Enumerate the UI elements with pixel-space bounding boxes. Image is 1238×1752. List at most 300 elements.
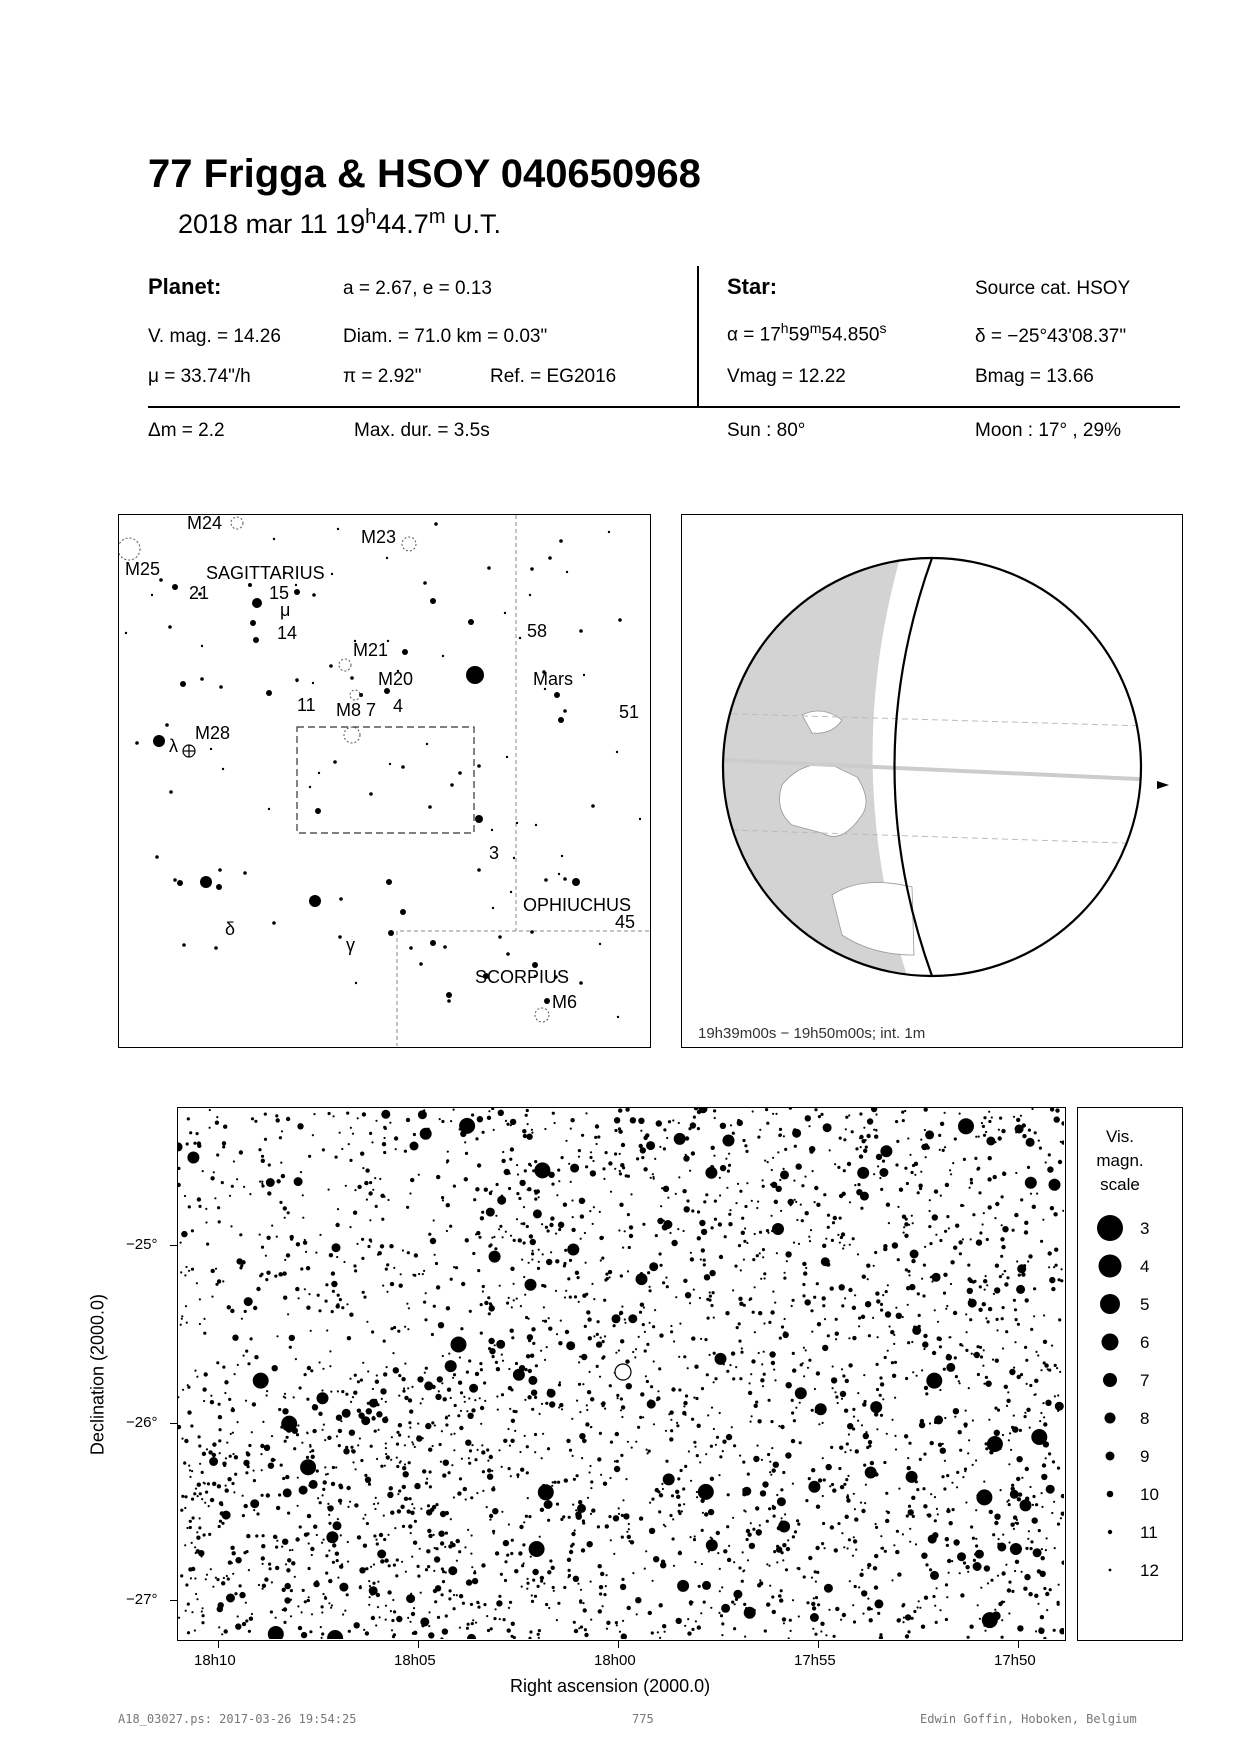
field-star [634, 1356, 636, 1358]
field-star [586, 1310, 590, 1314]
field-star [310, 1369, 313, 1372]
field-star [465, 1238, 469, 1242]
field-star [589, 1210, 591, 1212]
field-star [362, 1362, 364, 1364]
field-star [596, 1365, 599, 1368]
field-star [427, 1529, 431, 1533]
star-alpha-h: h [780, 320, 789, 336]
field-star [782, 1617, 786, 1621]
field-star [627, 1270, 629, 1272]
field-star [322, 1368, 324, 1370]
field-star [904, 1167, 907, 1170]
field-star [985, 1376, 988, 1379]
finder-star [468, 619, 474, 625]
field-star [1013, 1415, 1015, 1417]
field-star [194, 1370, 196, 1372]
field-star [229, 1195, 231, 1197]
field-star [459, 1477, 462, 1480]
field-star [842, 1615, 844, 1617]
field-star [683, 1279, 687, 1283]
field-star [780, 1488, 783, 1491]
field-star [761, 1363, 763, 1365]
field-star [459, 1426, 463, 1430]
legend-magnitude-label: 11 [1140, 1523, 1158, 1542]
field-star [752, 1110, 754, 1112]
field-star [542, 1484, 546, 1488]
field-star [1024, 1346, 1027, 1349]
field-star [385, 1619, 387, 1621]
field-star [1040, 1412, 1042, 1414]
field-star [892, 1242, 898, 1248]
field-star [649, 1530, 652, 1533]
field-star [185, 1266, 187, 1268]
field-star [893, 1334, 895, 1336]
field-star [461, 1282, 465, 1286]
field-star [754, 1233, 756, 1235]
field-star [884, 1550, 887, 1553]
field-star [190, 1577, 192, 1579]
field-star [799, 1441, 802, 1444]
field-star [908, 1274, 910, 1276]
field-star [943, 1368, 946, 1371]
field-star [417, 1376, 423, 1382]
direction-arrow-icon [1157, 781, 1169, 789]
field-star [939, 1345, 942, 1348]
field-star [820, 1622, 824, 1626]
field-star [414, 1520, 417, 1523]
field-star [896, 1140, 899, 1143]
field-star [737, 1120, 743, 1126]
field-star [414, 1446, 416, 1448]
field-star [618, 1349, 620, 1351]
field-star [678, 1510, 681, 1513]
field-star [245, 1602, 247, 1604]
field-star [852, 1306, 856, 1310]
field-star [848, 1114, 850, 1116]
field-star [555, 1290, 557, 1292]
field-star [935, 1234, 937, 1236]
field-star [880, 1535, 882, 1537]
field-star [563, 1586, 566, 1589]
field-star [977, 1604, 979, 1606]
finder-star [563, 709, 567, 713]
field-star [776, 1545, 779, 1548]
field-star [363, 1568, 366, 1571]
finder-star [315, 808, 321, 814]
field-star [1021, 1272, 1025, 1276]
field-star [474, 1399, 476, 1401]
field-star [684, 1465, 687, 1468]
field-star [556, 1619, 558, 1621]
field-star [867, 1118, 873, 1124]
field-star [382, 1142, 386, 1146]
field-star [522, 1543, 525, 1546]
field-star [970, 1525, 973, 1528]
field-star [491, 1237, 493, 1239]
field-star [841, 1232, 845, 1236]
field-star [502, 1360, 504, 1362]
field-star [832, 1488, 836, 1492]
field-star [701, 1387, 704, 1390]
field-star [742, 1487, 751, 1496]
field-star [997, 1409, 1000, 1412]
field-star [1013, 1528, 1015, 1530]
field-star [1059, 1628, 1064, 1634]
field-star [896, 1313, 902, 1319]
field-star [581, 1457, 583, 1459]
field-star [1020, 1198, 1023, 1201]
field-star [508, 1297, 510, 1299]
field-star [198, 1526, 201, 1529]
field-star [718, 1474, 720, 1476]
field-star [535, 1364, 538, 1367]
field-star [394, 1136, 398, 1140]
field-star [811, 1468, 815, 1472]
field-star [365, 1631, 369, 1635]
field-star [914, 1162, 918, 1166]
field-star [442, 1628, 448, 1634]
field-star [749, 1382, 751, 1384]
field-star [437, 1616, 440, 1619]
field-star [876, 1154, 882, 1160]
field-star [646, 1141, 655, 1150]
field-star [924, 1246, 926, 1248]
table-divider-horizontal [148, 406, 1180, 408]
field-star [193, 1142, 196, 1145]
field-star [779, 1128, 782, 1131]
field-star [840, 1619, 842, 1621]
field-star [234, 1455, 238, 1459]
field-star [1061, 1512, 1064, 1516]
field-star [418, 1273, 420, 1275]
field-star [525, 1368, 528, 1371]
field-star [245, 1400, 247, 1402]
field-star [233, 1491, 235, 1493]
label-m6: M6 [552, 992, 578, 1012]
label-45: 45 [615, 912, 636, 932]
field-star [409, 1497, 412, 1500]
legend-title-line: magn. [1096, 1151, 1144, 1170]
field-star [380, 1388, 386, 1394]
field-star [624, 1322, 626, 1324]
field-star [714, 1200, 717, 1203]
field-star [487, 1474, 493, 1480]
field-star [1041, 1548, 1043, 1550]
field-star [597, 1457, 601, 1461]
field-star [755, 1401, 758, 1404]
field-star [946, 1509, 950, 1513]
field-star [702, 1512, 704, 1514]
field-star [201, 1621, 204, 1624]
field-star [621, 1578, 624, 1581]
field-star [994, 1609, 996, 1611]
field-star [772, 1610, 776, 1614]
field-star [531, 1129, 533, 1131]
field-star [377, 1606, 379, 1608]
legend-star-icon [1102, 1334, 1119, 1351]
finder-star [386, 879, 392, 885]
field-star [245, 1619, 248, 1622]
field-star [597, 1320, 600, 1323]
field-star [590, 1480, 593, 1483]
field-star [453, 1109, 455, 1111]
label-sagittarius: SAGITTARIUS [206, 563, 325, 583]
field-star [525, 1316, 528, 1319]
field-star [721, 1622, 724, 1625]
field-star [848, 1538, 851, 1541]
field-star [837, 1402, 839, 1404]
field-star [385, 1453, 387, 1455]
field-star [395, 1574, 398, 1577]
field-star [254, 1120, 257, 1123]
field-star [597, 1525, 600, 1528]
field-star [907, 1137, 909, 1139]
field-star [189, 1469, 191, 1471]
field-star [759, 1252, 761, 1254]
field-star [527, 1497, 529, 1499]
field-star [848, 1433, 850, 1435]
field-star [962, 1476, 964, 1478]
field-star [1025, 1177, 1037, 1189]
finder-star [519, 637, 521, 639]
field-star [945, 1537, 949, 1541]
field-star [411, 1441, 413, 1443]
finder-star [498, 935, 502, 939]
field-star [653, 1423, 655, 1425]
field-star [831, 1377, 837, 1383]
field-star [1000, 1255, 1003, 1258]
field-star [1000, 1489, 1002, 1491]
field-star [919, 1187, 922, 1190]
field-star [1048, 1452, 1051, 1455]
field-star [282, 1609, 284, 1611]
field-star [184, 1195, 186, 1197]
field-star [412, 1443, 414, 1445]
field-star [1010, 1523, 1014, 1527]
field-star [816, 1371, 820, 1375]
field-star [382, 1285, 384, 1287]
field-star [1055, 1108, 1059, 1112]
finder-star [294, 589, 300, 595]
y-axis-label: Declination (2000.0) [87, 1293, 108, 1456]
field-star [241, 1318, 243, 1320]
field-star [208, 1505, 210, 1507]
field-star [368, 1604, 370, 1606]
field-star [459, 1356, 461, 1358]
field-star [742, 1139, 745, 1142]
field-star [571, 1228, 575, 1232]
field-star [367, 1370, 369, 1372]
field-star [939, 1389, 941, 1391]
field-star [373, 1503, 375, 1505]
field-star [295, 1287, 299, 1291]
field-star [894, 1397, 896, 1399]
field-star [811, 1409, 814, 1412]
field-star [719, 1255, 723, 1259]
field-star [621, 1514, 624, 1517]
field-star [903, 1617, 905, 1619]
minute-unit: m [428, 206, 446, 228]
field-star [959, 1382, 961, 1384]
field-star [564, 1478, 568, 1482]
field-star [945, 1583, 948, 1586]
field-star [572, 1504, 574, 1506]
field-star [709, 1270, 715, 1276]
field-star [302, 1217, 304, 1219]
field-star [328, 1550, 330, 1552]
field-star [587, 1390, 591, 1394]
field-star [439, 1443, 442, 1446]
field-star [992, 1611, 1001, 1620]
field-star [958, 1240, 962, 1244]
field-star [250, 1337, 253, 1340]
field-star [506, 1123, 509, 1126]
field-star [489, 1455, 493, 1459]
field-star [629, 1234, 633, 1238]
field-star [771, 1169, 773, 1171]
field-star [565, 1290, 567, 1292]
field-star [524, 1294, 526, 1296]
field-star [450, 1518, 452, 1520]
hour-unit: h [365, 206, 377, 228]
field-star [391, 1629, 393, 1631]
field-star [772, 1505, 774, 1507]
label-lambda: λ [169, 736, 178, 756]
field-star [792, 1352, 795, 1355]
finder-star [273, 538, 275, 540]
field-star [532, 1250, 534, 1252]
field-star [372, 1401, 374, 1403]
field-star [463, 1487, 467, 1491]
field-star [396, 1443, 399, 1446]
field-star [991, 1116, 993, 1118]
field-star [972, 1537, 975, 1540]
field-star [336, 1256, 338, 1258]
field-star [756, 1529, 762, 1535]
field-star [772, 1157, 774, 1159]
field-star [438, 1322, 444, 1328]
field-star [874, 1554, 878, 1558]
field-star [386, 1263, 389, 1266]
field-star [282, 1588, 286, 1592]
field-star [439, 1118, 441, 1120]
field-star [691, 1628, 694, 1631]
field-star [696, 1454, 699, 1457]
field-star [756, 1445, 758, 1447]
field-star [596, 1333, 599, 1336]
field-star [518, 1197, 521, 1200]
field-star [408, 1524, 412, 1528]
field-star [511, 1635, 514, 1638]
field-star [1027, 1260, 1029, 1262]
field-star [494, 1344, 496, 1346]
field-star [519, 1180, 525, 1186]
field-star [452, 1367, 454, 1369]
field-star [336, 1559, 339, 1562]
field-star [811, 1577, 813, 1579]
field-star [477, 1269, 480, 1272]
field-star [226, 1575, 228, 1577]
field-star [849, 1580, 851, 1582]
field-star [441, 1430, 443, 1432]
field-star [740, 1269, 742, 1271]
field-star [738, 1322, 741, 1325]
field-star [526, 1354, 530, 1358]
field-star [383, 1196, 385, 1198]
field-star [215, 1121, 219, 1125]
field-star [191, 1470, 193, 1472]
field-star [332, 1543, 336, 1547]
field-star [803, 1271, 807, 1275]
field-star [440, 1637, 443, 1639]
field-star [857, 1253, 859, 1255]
field-star [658, 1367, 661, 1370]
field-star [370, 1241, 372, 1243]
field-star [802, 1283, 805, 1286]
field-star [331, 1281, 337, 1287]
field-star [276, 1506, 280, 1510]
field-star [321, 1632, 324, 1635]
field-star [1048, 1266, 1050, 1268]
field-star [937, 1513, 939, 1515]
field-star [410, 1142, 419, 1151]
field-star [952, 1508, 955, 1511]
field-star [718, 1222, 722, 1226]
field-star [630, 1540, 634, 1544]
field-star [476, 1492, 478, 1494]
field-star [371, 1141, 373, 1143]
field-star [907, 1304, 909, 1306]
field-star [929, 1568, 932, 1571]
field-star [1028, 1129, 1031, 1132]
field-star [347, 1336, 351, 1340]
field-star [543, 1582, 545, 1584]
field-star [329, 1365, 331, 1367]
field-star [285, 1475, 289, 1479]
field-star [423, 1270, 425, 1272]
field-star [420, 1617, 429, 1626]
field-star [1034, 1131, 1037, 1134]
field-star [977, 1373, 980, 1376]
field-star [493, 1617, 496, 1620]
field-star [528, 1376, 537, 1385]
field-star [826, 1464, 832, 1470]
field-star [479, 1362, 482, 1365]
field-star [934, 1605, 936, 1607]
field-star [195, 1488, 197, 1490]
field-star [970, 1238, 972, 1240]
field-star [676, 1495, 680, 1499]
field-star [897, 1618, 901, 1622]
field-star [223, 1577, 225, 1579]
field-star [590, 1170, 596, 1176]
field-star [568, 1163, 570, 1165]
field-star [436, 1175, 440, 1179]
field-star [186, 1527, 188, 1529]
field-star [598, 1564, 602, 1568]
field-star [436, 1285, 440, 1289]
field-star [393, 1367, 399, 1373]
field-star [1022, 1134, 1026, 1138]
field-star [568, 1569, 571, 1572]
field-star [339, 1565, 343, 1569]
field-star [481, 1211, 484, 1214]
field-star [558, 1180, 560, 1182]
field-star [762, 1185, 765, 1188]
field-star [792, 1599, 794, 1601]
field-star [380, 1465, 383, 1468]
field-star [687, 1367, 689, 1369]
